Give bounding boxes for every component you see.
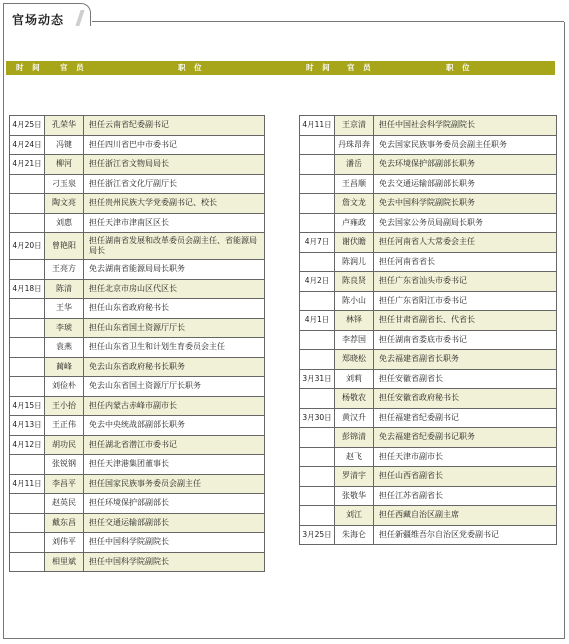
table-row (300, 155, 557, 175)
table-row (10, 299, 265, 319)
date-cell: 4月11日 (300, 116, 335, 136)
official-name-cell: 刘惠 (45, 213, 84, 233)
official-name-cell: 相里斌 (45, 552, 84, 572)
position-cell: 担任山东省卫生和计划生育委员会主任 (84, 338, 265, 358)
date-cell (300, 389, 335, 409)
header-time-left: 时 间 (16, 63, 43, 72)
header-time-right: 时 间 (306, 63, 333, 72)
table-row (300, 135, 557, 155)
position-cell: 担任广东省汕头市委书记 (374, 272, 557, 292)
official-name-cell: 林铎 (335, 311, 374, 331)
table-row (10, 260, 265, 280)
table-row (10, 135, 265, 155)
table-row (300, 174, 557, 194)
position-cell: 担任云南省纪委副书记 (84, 116, 265, 136)
date-cell (10, 377, 45, 397)
official-name-cell: 冯键 (45, 135, 84, 155)
date-cell: 4月24日 (10, 135, 45, 155)
position-cell: 担任天津港集团董事长 (84, 455, 265, 475)
date-cell (300, 506, 335, 526)
position-cell: 担任广东省阳江市委书记 (374, 291, 557, 311)
table-row (10, 455, 265, 475)
position-cell: 免去中央统战部副部长职务 (84, 416, 265, 436)
table-row (300, 486, 557, 506)
official-name-cell: 刘莉 (335, 369, 374, 389)
official-name-cell: 王小抬 (45, 396, 84, 416)
date-cell (10, 455, 45, 475)
position-cell: 担任中国科学院副院长 (84, 552, 265, 572)
date-cell (300, 291, 335, 311)
date-cell: 4月25日 (10, 116, 45, 136)
position-cell: 免去环境保护部副部长职务 (374, 155, 557, 175)
table-row (300, 369, 557, 389)
official-name-cell: 曾艳阳 (45, 233, 84, 260)
position-cell: 担任中国科学院副院长 (84, 533, 265, 553)
official-name-cell: 黄汉升 (335, 408, 374, 428)
table-row (10, 513, 265, 533)
date-cell: 4月12日 (10, 435, 45, 455)
table-row (300, 506, 557, 526)
table-row (10, 174, 265, 194)
position-cell: 担任天津市副市长 (374, 447, 557, 467)
date-cell: 4月18日 (10, 279, 45, 299)
official-name-cell: 潘岳 (335, 155, 374, 175)
table-row (300, 116, 557, 136)
section-title: 官场动态 (12, 13, 65, 27)
position-cell: 担任山东省政府秘书长 (84, 299, 265, 319)
official-name-cell: 王正伟 (45, 416, 84, 436)
official-name-cell: 刁玉泉 (45, 174, 84, 194)
date-cell (10, 213, 45, 233)
official-name-cell: 朱海仑 (335, 525, 374, 545)
date-cell: 4月2日 (300, 272, 335, 292)
official-name-cell: 李昌平 (45, 474, 84, 494)
table-row (10, 474, 265, 494)
table-row (10, 213, 265, 233)
position-cell: 免去山东省国土资源厅厅长职务 (84, 377, 265, 397)
position-cell: 免去交通运输部副部长职务 (374, 174, 557, 194)
official-name-cell: 赵英民 (45, 494, 84, 514)
panel-top-line (92, 21, 564, 22)
date-cell (300, 174, 335, 194)
table-row (300, 408, 557, 428)
position-cell: 免去山东省政府秘书长职务 (84, 357, 265, 377)
table-row (10, 377, 265, 397)
left-appointments-table (9, 115, 265, 572)
position-cell: 担任山西省副省长 (374, 467, 557, 487)
table-row (10, 494, 265, 514)
date-cell: 4月1日 (300, 311, 335, 331)
date-cell: 4月11日 (10, 474, 45, 494)
date-cell (300, 428, 335, 448)
position-cell: 担任河南省省长 (374, 252, 557, 272)
official-name-cell: 卢雍政 (335, 213, 374, 233)
position-cell: 免去国家民族事务委员会副主任职务 (374, 135, 557, 155)
official-name-cell: 张锐钢 (45, 455, 84, 475)
official-name-cell: 孔荣华 (45, 116, 84, 136)
table-row (300, 467, 557, 487)
table-row (10, 155, 265, 175)
table-row (300, 252, 557, 272)
table-row (300, 233, 557, 253)
position-cell: 免去国家公务员局副局长职务 (374, 213, 557, 233)
official-name-cell: 王华 (45, 299, 84, 319)
official-name-cell: 陈良贤 (335, 272, 374, 292)
official-name-cell: 李荐国 (335, 330, 374, 350)
date-cell (10, 357, 45, 377)
table-row (10, 416, 265, 436)
official-name-cell: 刘江 (335, 506, 374, 526)
header-position-right: 职 位 (446, 63, 473, 72)
position-cell: 担任浙江省文物局局长 (84, 155, 265, 175)
table-row (10, 357, 265, 377)
table-row (300, 272, 557, 292)
header-official-left: 官 员 (60, 63, 87, 72)
position-cell: 担任河南省人大常委会主任 (374, 233, 557, 253)
date-cell (10, 299, 45, 319)
table-row (300, 213, 557, 233)
right-appointments-table (299, 115, 557, 545)
date-cell: 4月7日 (300, 233, 335, 253)
date-cell (10, 533, 45, 553)
official-name-cell: 王京清 (335, 116, 374, 136)
table-row (10, 552, 265, 572)
header-position-left: 职 位 (178, 63, 205, 72)
table-row (300, 428, 557, 448)
position-cell: 担任安徽省副省长 (374, 369, 557, 389)
date-cell (300, 330, 335, 350)
table-row (10, 116, 265, 136)
table-row (300, 389, 557, 409)
position-cell: 免去福建省纪委副书记职务 (374, 428, 557, 448)
official-name-cell: 袁燕 (45, 338, 84, 358)
official-name-cell: 柳河 (45, 155, 84, 175)
date-cell (10, 260, 45, 280)
official-name-cell: 张敬华 (335, 486, 374, 506)
official-name-cell: 谢伏瞻 (335, 233, 374, 253)
date-cell: 4月21日 (10, 155, 45, 175)
table-row (300, 330, 557, 350)
official-name-cell: 陈小山 (335, 291, 374, 311)
date-cell (300, 350, 335, 370)
position-cell: 担任北京市房山区代区长 (84, 279, 265, 299)
date-cell: 4月20日 (10, 233, 45, 260)
position-cell: 担任湖南省娄底市委书记 (374, 330, 557, 350)
date-cell (10, 552, 45, 572)
date-cell (300, 486, 335, 506)
position-cell: 担任山东省国土资源厅厅长 (84, 318, 265, 338)
date-cell (300, 447, 335, 467)
date-cell (10, 174, 45, 194)
position-cell: 免去福建省副省长职务 (374, 350, 557, 370)
tab-slash-decoration (75, 10, 84, 26)
date-cell (10, 513, 45, 533)
table-row (10, 194, 265, 214)
position-cell: 担任江苏省副省长 (374, 486, 557, 506)
date-cell (300, 252, 335, 272)
official-name-cell: 詹文龙 (335, 194, 374, 214)
date-cell (300, 155, 335, 175)
date-cell: 3月31日 (300, 369, 335, 389)
position-cell: 担任西藏自治区副主席 (374, 506, 557, 526)
official-name-cell: 陈清 (45, 279, 84, 299)
date-cell (10, 194, 45, 214)
official-name-cell: 陈润儿 (335, 252, 374, 272)
position-cell: 担任环境保护部副部长 (84, 494, 265, 514)
date-cell: 3月25日 (300, 525, 335, 545)
official-name-cell: 刘俭朴 (45, 377, 84, 397)
position-cell: 担任贵州民族大学党委副书记、校长 (84, 194, 265, 214)
table-row (10, 338, 265, 358)
position-cell: 担任甘肃省副省长、代省长 (374, 311, 557, 331)
header-official-right: 官 员 (347, 63, 374, 72)
date-cell: 4月13日 (10, 416, 45, 436)
official-name-cell: 杨敬农 (335, 389, 374, 409)
official-name-cell: 王昌顺 (335, 174, 374, 194)
position-cell: 免去湖南省能源局局长职务 (84, 260, 265, 280)
official-name-cell: 刘伟平 (45, 533, 84, 553)
table-row (10, 396, 265, 416)
date-cell (300, 213, 335, 233)
position-cell: 担任新疆维吾尔自治区党委副书记 (374, 525, 557, 545)
position-cell: 担任福建省纪委副书记 (374, 408, 557, 428)
date-cell (10, 318, 45, 338)
date-cell (300, 467, 335, 487)
section-tab[interactable] (3, 3, 91, 26)
official-name-cell: 罗清宇 (335, 467, 374, 487)
position-cell: 担任安徽省政府秘书长 (374, 389, 557, 409)
official-name-cell: 胡功民 (45, 435, 84, 455)
date-cell (300, 194, 335, 214)
date-cell (10, 494, 45, 514)
official-name-cell: 李琥 (45, 318, 84, 338)
date-cell: 3月30日 (300, 408, 335, 428)
position-cell: 担任四川省巴中市委书记 (84, 135, 265, 155)
position-cell: 担任交通运输部副部长 (84, 513, 265, 533)
table-row (300, 350, 557, 370)
date-cell: 4月15日 (10, 396, 45, 416)
table-row (300, 525, 557, 545)
official-name-cell: 彭锦清 (335, 428, 374, 448)
position-cell: 免去中国科学院副院长职务 (374, 194, 557, 214)
official-name-cell: 王亮方 (45, 260, 84, 280)
table-row (10, 279, 265, 299)
position-cell: 担任国家民族事务委员会副主任 (84, 474, 265, 494)
position-cell: 担任湖北省潜江市委书记 (84, 435, 265, 455)
official-name-cell: 赵飞 (335, 447, 374, 467)
table-row (10, 533, 265, 553)
position-cell: 担任湖南省发展和改革委员会副主任、省能源局局长 (84, 233, 265, 260)
date-cell (10, 338, 45, 358)
official-name-cell: 蔺峰 (45, 357, 84, 377)
official-name-cell: 郑晓松 (335, 350, 374, 370)
position-cell: 担任浙江省文化厅副厅长 (84, 174, 265, 194)
table-row (300, 291, 557, 311)
table-row (10, 233, 265, 260)
position-cell: 担任中国社会科学院副院长 (374, 116, 557, 136)
table-row (300, 194, 557, 214)
table-row (10, 318, 265, 338)
table-row (300, 311, 557, 331)
table-row (10, 435, 265, 455)
official-name-cell: 陶文亮 (45, 194, 84, 214)
position-cell: 担任内蒙古赤峰市副市长 (84, 396, 265, 416)
official-name-cell: 丹珠昂奔 (335, 135, 374, 155)
table-row (300, 447, 557, 467)
date-cell (300, 135, 335, 155)
official-name-cell: 戴东昌 (45, 513, 84, 533)
position-cell: 担任天津市津南区区长 (84, 213, 265, 233)
